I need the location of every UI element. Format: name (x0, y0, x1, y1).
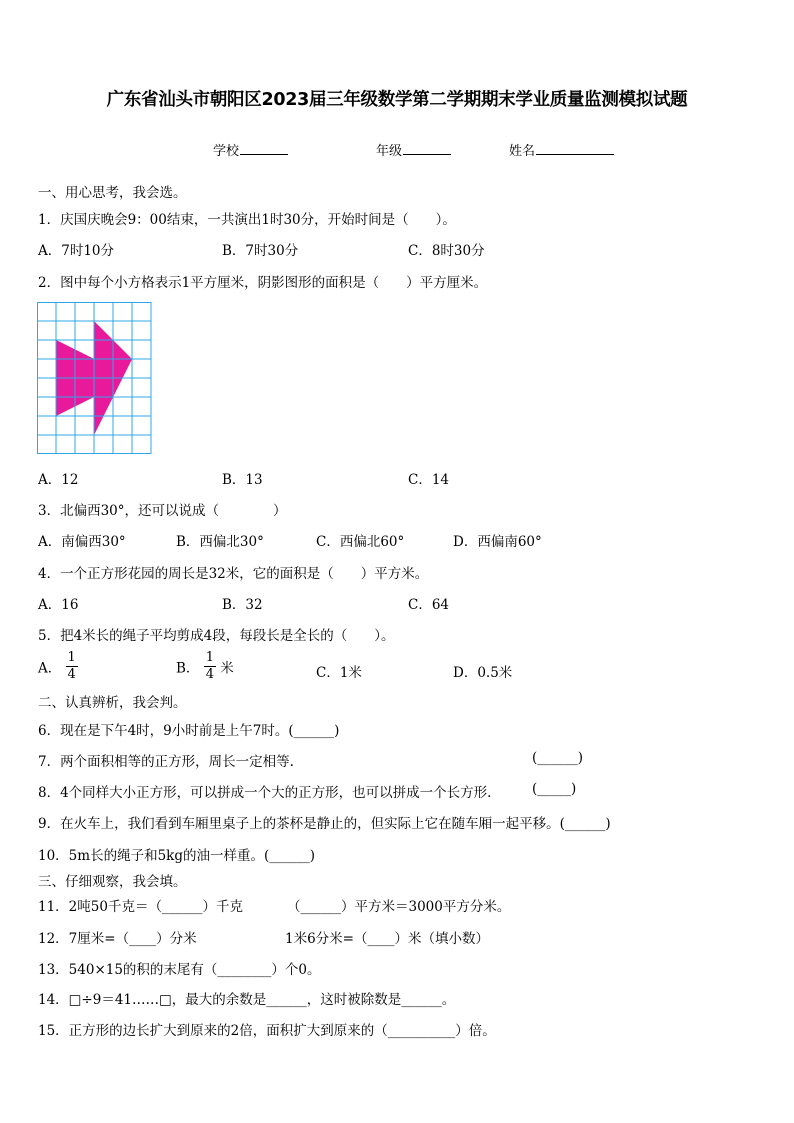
q5-option-d: D．0.5米 (453, 665, 513, 681)
question-11-part-b: （______）平方米＝3000平方分米。 (287, 899, 511, 915)
q2-option-a: A．12 (38, 472, 79, 488)
question-1: 1．庆国庆晚会9：00结束，一共演出1时30分，开始时间是（ ）。 (38, 212, 456, 228)
page-title: 广东省汕头市朝阳区2023届三年级数学第二学期期末学业质量监测模拟试题 (106, 90, 688, 110)
q7-answer-blank: (______) (532, 750, 584, 766)
q4-option-a: A．16 (38, 597, 79, 613)
q5-option-c: C．1米 (316, 665, 362, 681)
question-7: 7．两个面积相等的正方形，周长一定相等. (38, 754, 294, 770)
q4-option-b: B．32 (222, 597, 263, 613)
question-5: 5．把4米长的绳子平均剪成4段，每段长是全长的（ ）。 (38, 628, 395, 644)
question-14: 14．□÷9＝41……□，最大的余数是______，这时被除数是______。 (38, 992, 456, 1008)
q2-option-b: B．13 (222, 472, 263, 488)
question-11-part-a: 11．2吨50千克＝（______）千克 (38, 899, 243, 915)
question-13: 13．540×15的积的末尾有（________）个0。 (38, 962, 321, 978)
name-field: 姓名 (509, 140, 614, 159)
school-field: 学校 (213, 140, 288, 159)
q5-option-b: B． $\frac{1}{4}$ 米 (176, 650, 234, 682)
q3-option-d: D．西偏南60° (453, 534, 542, 550)
question-10: 10．5m长的绳子和5kg的油一样重。(______) (38, 848, 316, 864)
q3-option-a: A．南偏西30° (38, 534, 126, 550)
section-1-heading: 一、用心思考，我会选。 (38, 185, 187, 201)
section-2-heading: 二、认真辨析，我会判。 (38, 695, 187, 711)
grid-lines (37, 302, 151, 454)
q5-a-fraction: $\frac{1}{4}$ (67, 650, 76, 682)
grade-field: 年级 (376, 140, 451, 159)
q3-option-b: B．西偏北30° (176, 534, 264, 550)
q8-answer-blank: (_____) (532, 781, 577, 797)
question-15: 15．正方形的边长扩大到原来的2倍，面积扩大到原来的（__________）倍。 (38, 1023, 496, 1039)
section-3-heading: 三、仔细观察，我会填。 (38, 874, 187, 890)
q1-option-b: B．7时30分 (222, 243, 299, 259)
q5-option-a: A． $\frac{1}{4}$ (38, 650, 76, 682)
q3-option-c: C．西偏北60° (316, 534, 405, 550)
question-4: 4．一个正方形花园的周长是32米，它的面积是（ ）平方米。 (38, 566, 429, 582)
question-2: 2．图中每个小方格表示1平方厘米，阴影图形的面积是（ ）平方厘米。 (38, 275, 488, 291)
question-8: 8．4个同样大小正方形，可以拼成一个大的正方形，也可以拼成一个长方形. (38, 785, 492, 801)
q2-option-c: C．14 (408, 472, 450, 488)
grid-figure (37, 302, 153, 454)
question-12-part-b: 1米6分米=（____）米（填小数） (285, 931, 489, 947)
question-3: 3．北偏西30°，还可以说成（ ） (38, 503, 287, 519)
question-6: 6．现在是下午4时，9小时前是上午7时。(______) (38, 723, 340, 739)
question-12-part-a: 12．7厘米=（____）分米 (38, 931, 197, 947)
q1-option-c: C．8时30分 (408, 243, 485, 259)
q5-b-fraction: $\frac{1}{4}$ (205, 650, 214, 682)
q1-option-a: A．7时10分 (38, 243, 115, 259)
question-9: 9．在火车上，我们看到车厢里桌子上的茶杯是静止的，但实际上它在随车厢一起平移。(______) (38, 816, 611, 832)
q4-option-c: C．64 (408, 597, 450, 613)
